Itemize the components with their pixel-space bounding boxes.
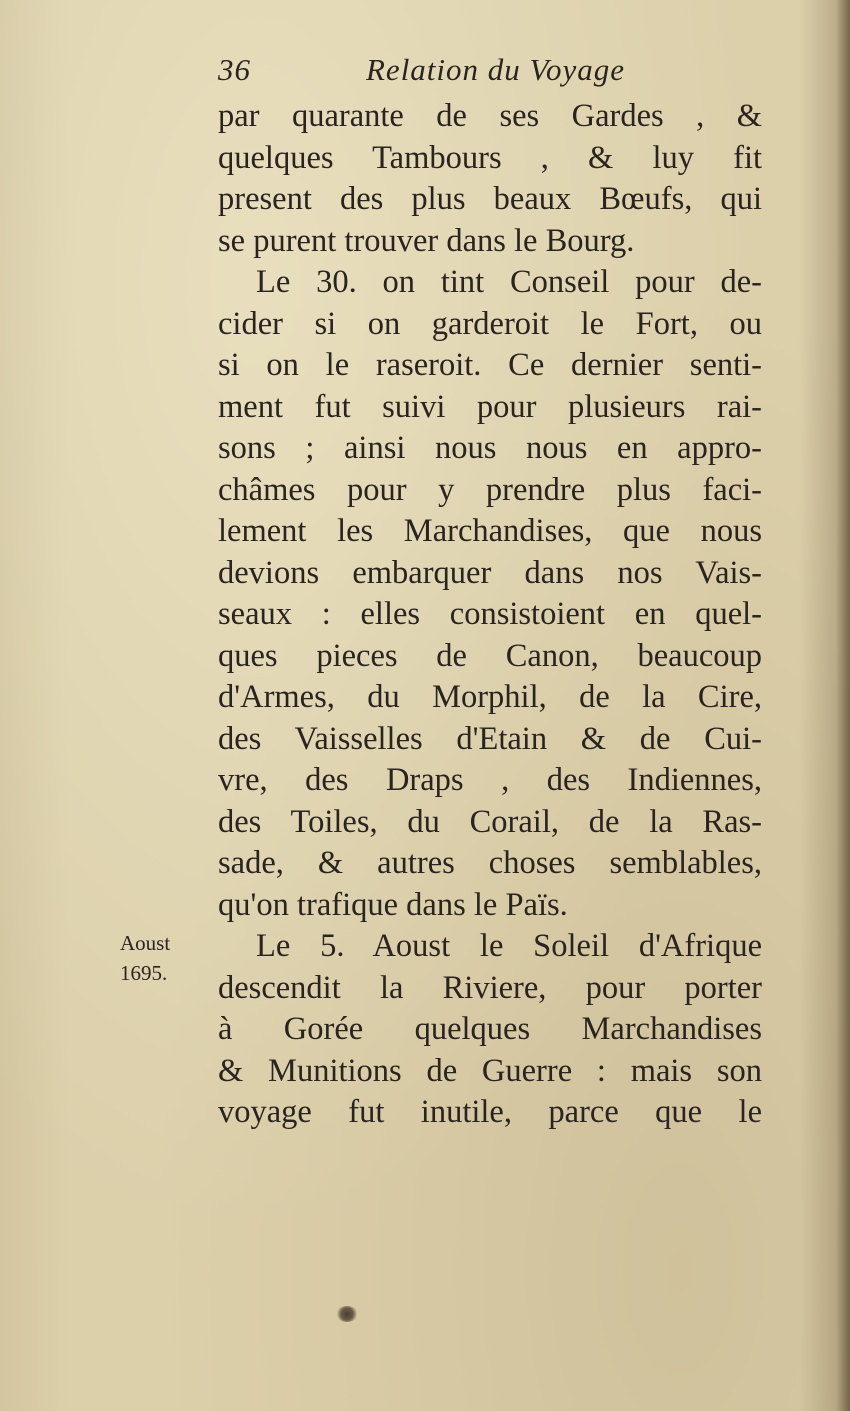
text-line: sons ; ainsi nous nous en appro- [218, 430, 762, 466]
text-line: à Gorée quelques Marchandises [218, 1011, 762, 1047]
text-line: & Munitions de Guerre : mais son [218, 1052, 762, 1089]
text-line: qu'on trafique dans le Païs. [218, 886, 568, 923]
text-line: des Toiles, du Corail, de la Ras- [218, 803, 762, 840]
text-line: si on le raseroit. Ce dernier senti- [218, 347, 762, 383]
text-line: par quarante de ses Gardes , & [218, 98, 762, 134]
text-line: descendit la Riviere, pour porter [218, 969, 762, 1006]
body-text [218, 96, 762, 1134]
text-line: se purent trouver dans le Bourg. [218, 222, 635, 259]
text-line: seaux : elles consistoient en quel- [218, 596, 762, 632]
text-line: d'Armes, du Morphil, de la Cire, [218, 679, 762, 715]
text-line: sade, & autres choses semblables, [218, 845, 762, 881]
text-line: des Vaisselles d'Etain & de Cui- [218, 720, 762, 757]
text-line: ment fut suivi pour plusieurs rai- [218, 388, 762, 425]
text-line: ques pieces de Canon, beaucoup [218, 637, 762, 674]
text-line: vre, des Draps , des Indiennes, [218, 762, 762, 798]
ink-spot [336, 1306, 358, 1322]
text-line: devions embarquer dans nos Vais- [218, 554, 762, 591]
text-line: châmes pour y prendre plus faci- [218, 471, 762, 508]
text-line: cider si on garderoit le Fort, ou [218, 305, 762, 342]
text-line: voyage fut inutile, parce que le [218, 1094, 762, 1130]
margin-note-year: 1695. [120, 961, 168, 985]
text-line: present des plus beaux Bœufs, qui [218, 181, 762, 217]
text-line: Le 5. Aoust le Soleil d'Afrique [256, 928, 762, 964]
text-line: lement les Marchandises, que nous [218, 513, 762, 549]
margin-note-month: Aoust [120, 931, 171, 955]
text-line: Le 30. on tint Conseil pour de- [256, 264, 762, 300]
page-header [218, 52, 758, 96]
margin-date-note [120, 928, 198, 988]
text-line: quelques Tambours , & luy fit [218, 139, 762, 176]
running-title: Relation du Voyage [366, 52, 626, 87]
page-edge-shadow [836, 0, 850, 1411]
page-number: 36 [218, 52, 251, 87]
